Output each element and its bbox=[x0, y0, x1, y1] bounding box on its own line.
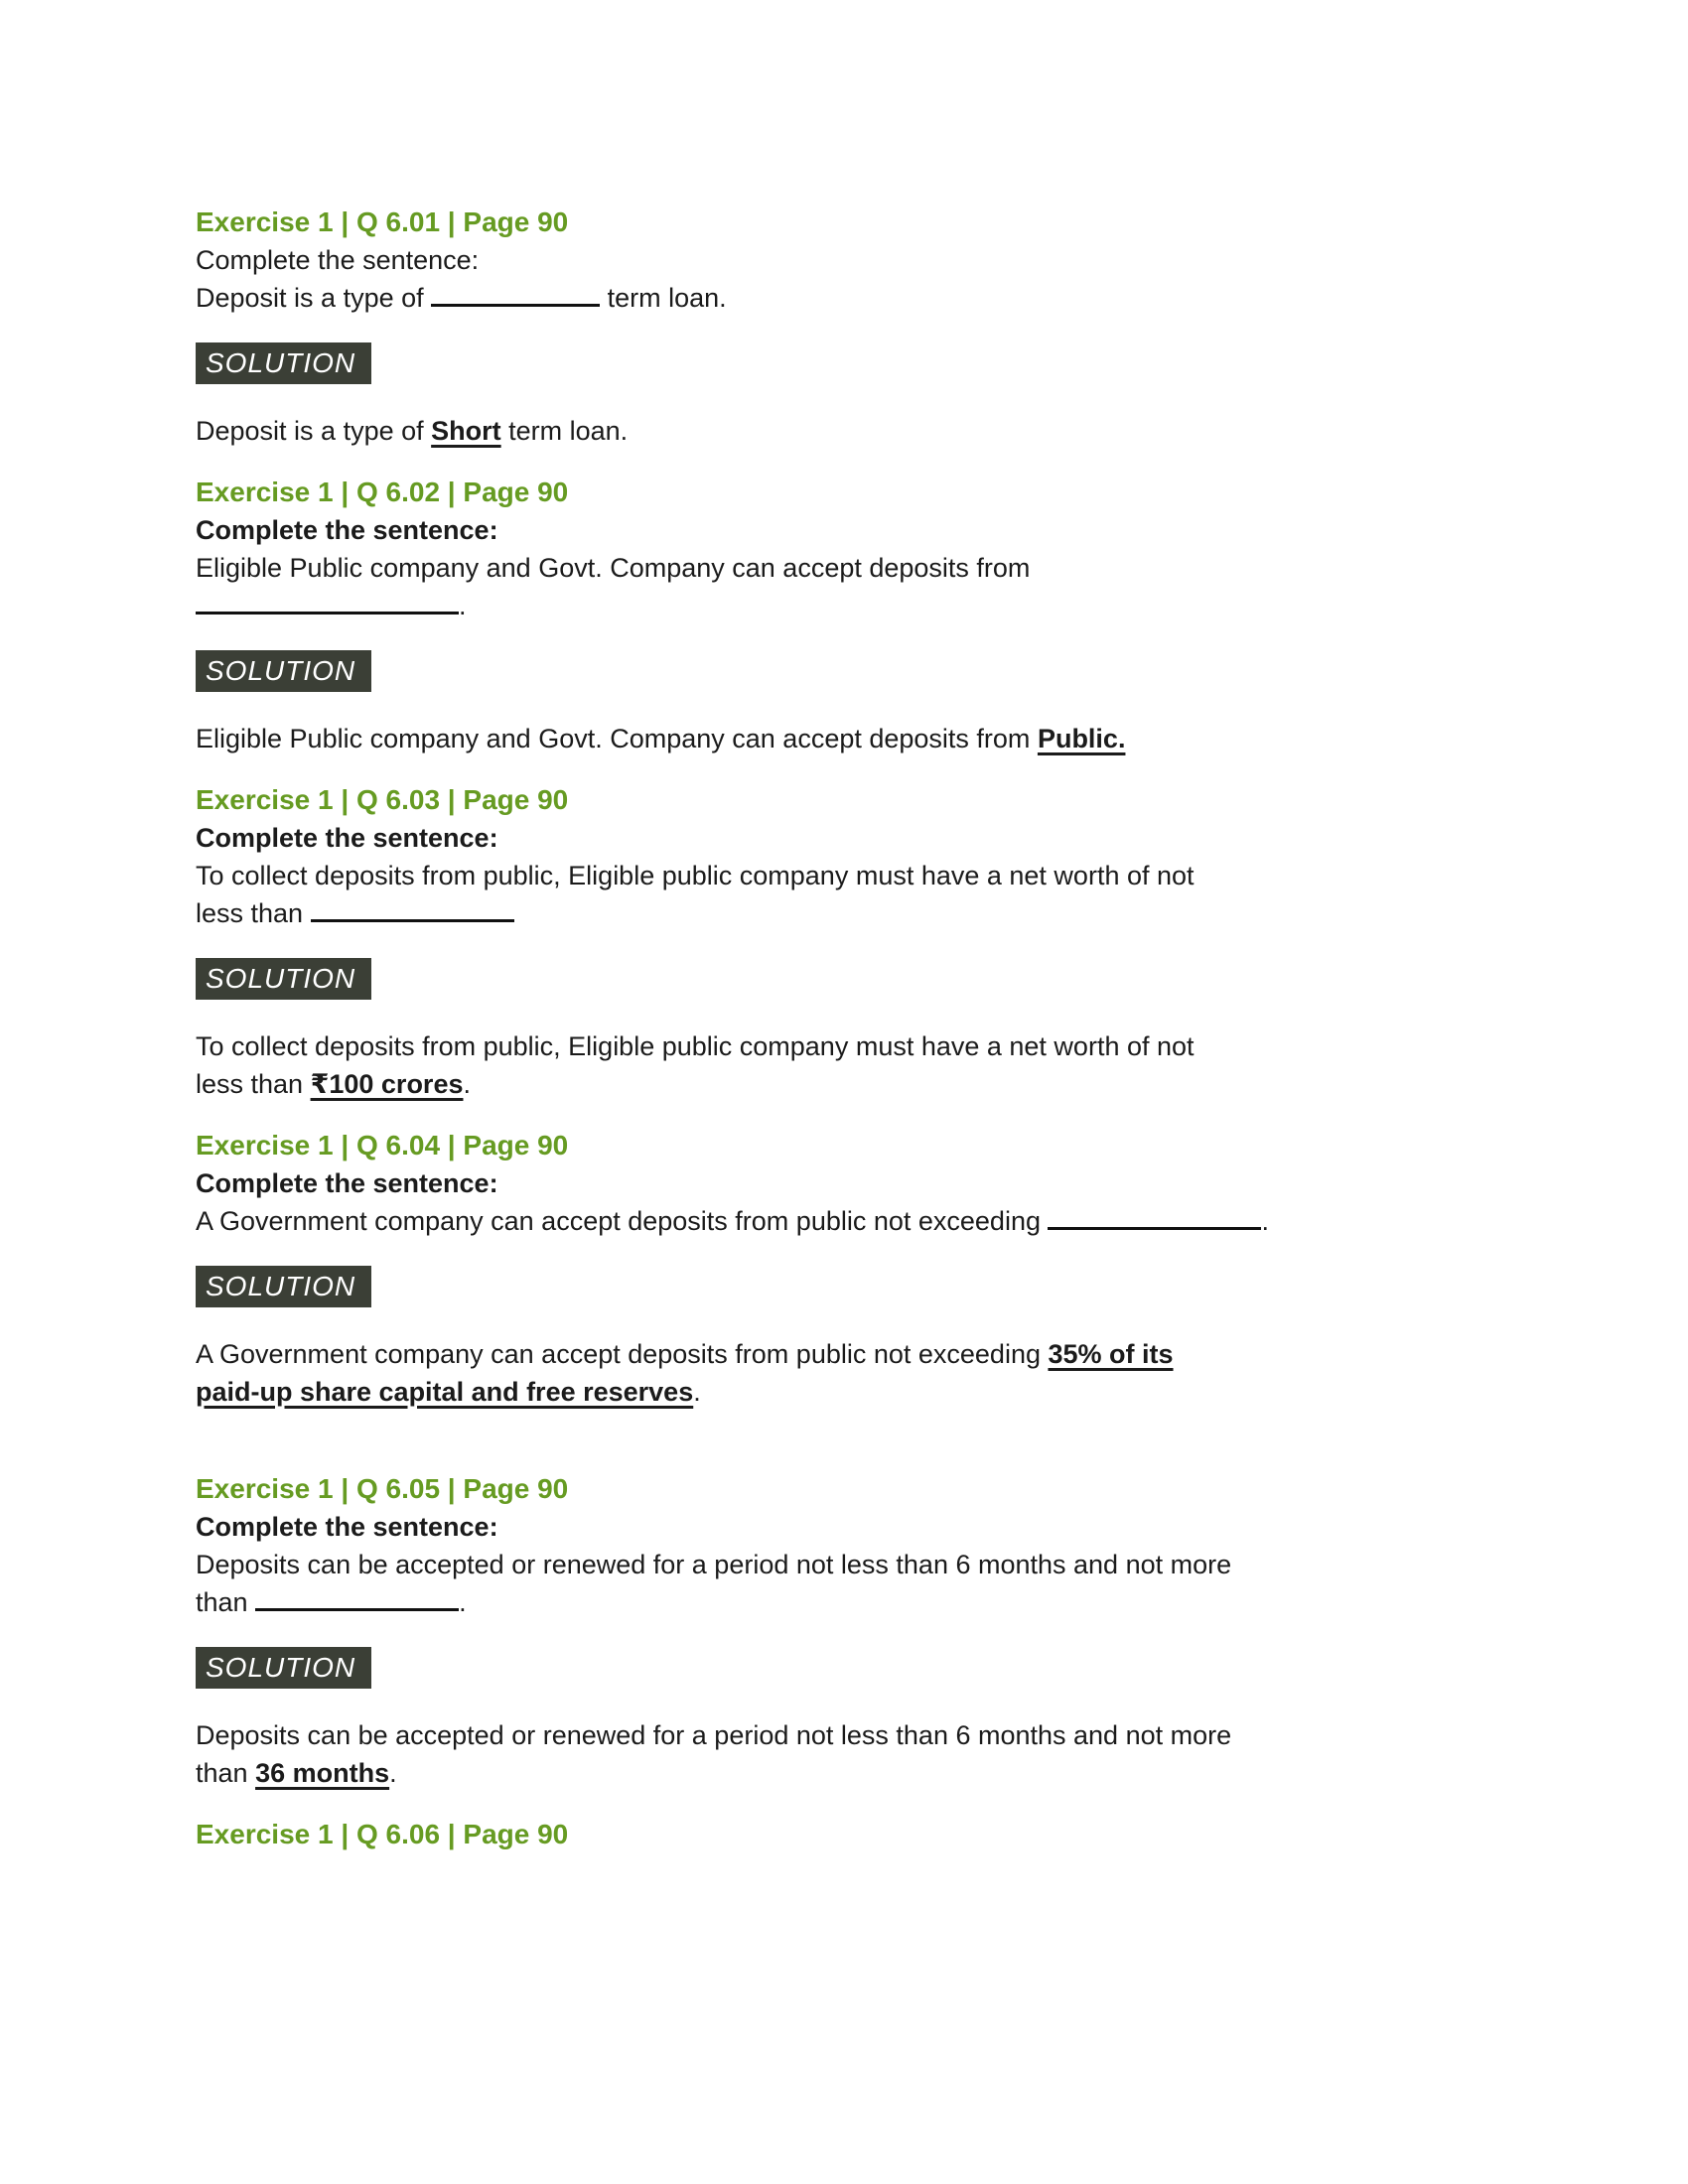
question-line bbox=[196, 1202, 1501, 1240]
answer-text: Deposit is a type of bbox=[196, 416, 432, 446]
answer-line bbox=[196, 412, 1501, 450]
answer-block bbox=[196, 1716, 1501, 1792]
answer-block bbox=[196, 1027, 1501, 1103]
fill-in-blank bbox=[255, 1584, 459, 1611]
question-text: than bbox=[196, 1587, 256, 1617]
solution-badge bbox=[196, 1266, 371, 1307]
instruction-text: Complete the sentence: bbox=[196, 823, 498, 853]
instruction-text: Complete the sentence: bbox=[196, 1512, 498, 1542]
answer-line bbox=[196, 1754, 1501, 1792]
solution-label: SOLUTION bbox=[206, 347, 356, 378]
answer-block bbox=[196, 1335, 1501, 1411]
answer-text: Deposits can be accepted or renewed for a period not less than 6 months and not more bbox=[196, 1720, 1232, 1750]
question-line bbox=[196, 857, 1501, 894]
answer-line bbox=[196, 720, 1501, 757]
answer-line bbox=[196, 1065, 1501, 1103]
answer-key: ₹100 crores bbox=[310, 1069, 464, 1099]
section-q6-01 bbox=[196, 204, 1501, 450]
question-line bbox=[196, 894, 1501, 932]
question-text: Deposits can be accepted or renewed for a period not less than 6 months and not more bbox=[196, 1550, 1232, 1579]
question-text: less than bbox=[196, 898, 311, 928]
solution-badge bbox=[196, 650, 371, 692]
fill-in-blank bbox=[431, 280, 600, 307]
answer-text: . bbox=[463, 1069, 471, 1099]
answer-line bbox=[196, 1716, 1501, 1754]
answer-text: Eligible Public company and Govt. Company can accept deposits from bbox=[196, 724, 1038, 753]
answer-key: 35% of its bbox=[1048, 1339, 1174, 1369]
instruction-text: Complete the sentence: bbox=[196, 1168, 498, 1198]
section-q6-03 bbox=[196, 781, 1501, 1103]
solution-label: SOLUTION bbox=[206, 1271, 356, 1301]
answer-text: A Government company can accept deposits from public not exceeding bbox=[196, 1339, 1049, 1369]
question-line bbox=[196, 549, 1501, 587]
answer-key: Short bbox=[431, 416, 501, 446]
answer-key: Public. bbox=[1037, 724, 1126, 753]
answer-line bbox=[196, 1373, 1501, 1411]
fill-in-blank bbox=[1048, 1203, 1261, 1230]
question-line bbox=[196, 1583, 1501, 1621]
question-text: To collect deposits from public, Eligible public company must have a net worth of not bbox=[196, 861, 1195, 890]
answer-text: . bbox=[693, 1377, 701, 1407]
answer-block bbox=[196, 720, 1501, 757]
answer-text: than bbox=[196, 1758, 256, 1788]
question-line bbox=[196, 587, 1501, 624]
fill-in-blank bbox=[311, 895, 514, 922]
exercise-heading-link[interactable]: Exercise 1 | Q 6.01 | Page 90 bbox=[196, 206, 569, 237]
exercise-heading-link[interactable]: Exercise 1 | Q 6.02 | Page 90 bbox=[196, 477, 569, 507]
exercise-heading-link[interactable]: Exercise 1 | Q 6.03 | Page 90 bbox=[196, 784, 569, 815]
solution-label: SOLUTION bbox=[206, 1652, 356, 1683]
solution-badge bbox=[196, 958, 371, 1000]
exercise-heading-link[interactable]: Exercise 1 | Q 6.05 | Page 90 bbox=[196, 1473, 569, 1504]
exercise-heading-link[interactable]: Exercise 1 | Q 6.04 | Page 90 bbox=[196, 1130, 569, 1160]
section-q6-04 bbox=[196, 1127, 1501, 1411]
solution-label: SOLUTION bbox=[206, 655, 356, 686]
question-text: A Government company can accept deposits from public not exceeding bbox=[196, 1206, 1049, 1236]
answer-line bbox=[196, 1027, 1501, 1065]
answer-block bbox=[196, 412, 1501, 450]
question-text: . bbox=[1261, 1206, 1269, 1236]
answer-key: 36 months bbox=[255, 1758, 390, 1788]
question-text: term loan. bbox=[600, 283, 727, 313]
question-text: Deposit is a type of bbox=[196, 283, 432, 313]
fill-in-blank bbox=[196, 588, 459, 614]
question-line bbox=[196, 1546, 1501, 1583]
section-q6-05 bbox=[196, 1470, 1501, 1792]
question-text: Eligible Public company and Govt. Company can accept deposits from bbox=[196, 553, 1031, 583]
answer-text: less than bbox=[196, 1069, 311, 1099]
answer-text: . bbox=[389, 1758, 397, 1788]
exercise-solutions-content bbox=[196, 204, 1501, 1853]
question-text: . bbox=[459, 1587, 467, 1617]
solution-label: SOLUTION bbox=[206, 963, 356, 994]
answer-key: paid-up share capital and free reserves bbox=[196, 1377, 694, 1407]
question-line bbox=[196, 279, 1501, 317]
solution-badge bbox=[196, 342, 371, 384]
instruction-text: Complete the sentence: bbox=[196, 515, 498, 545]
answer-text: term loan. bbox=[500, 416, 629, 446]
exercise-heading-link[interactable]: Exercise 1 | Q 6.06 | Page 90 bbox=[196, 1819, 569, 1849]
section-q6-02 bbox=[196, 474, 1501, 757]
question-text: . bbox=[459, 591, 467, 620]
solution-badge bbox=[196, 1647, 371, 1689]
instruction-text: Complete the sentence: bbox=[196, 245, 480, 275]
answer-text: To collect deposits from public, Eligible public company must have a net worth of not bbox=[196, 1031, 1195, 1061]
answer-line bbox=[196, 1335, 1501, 1373]
